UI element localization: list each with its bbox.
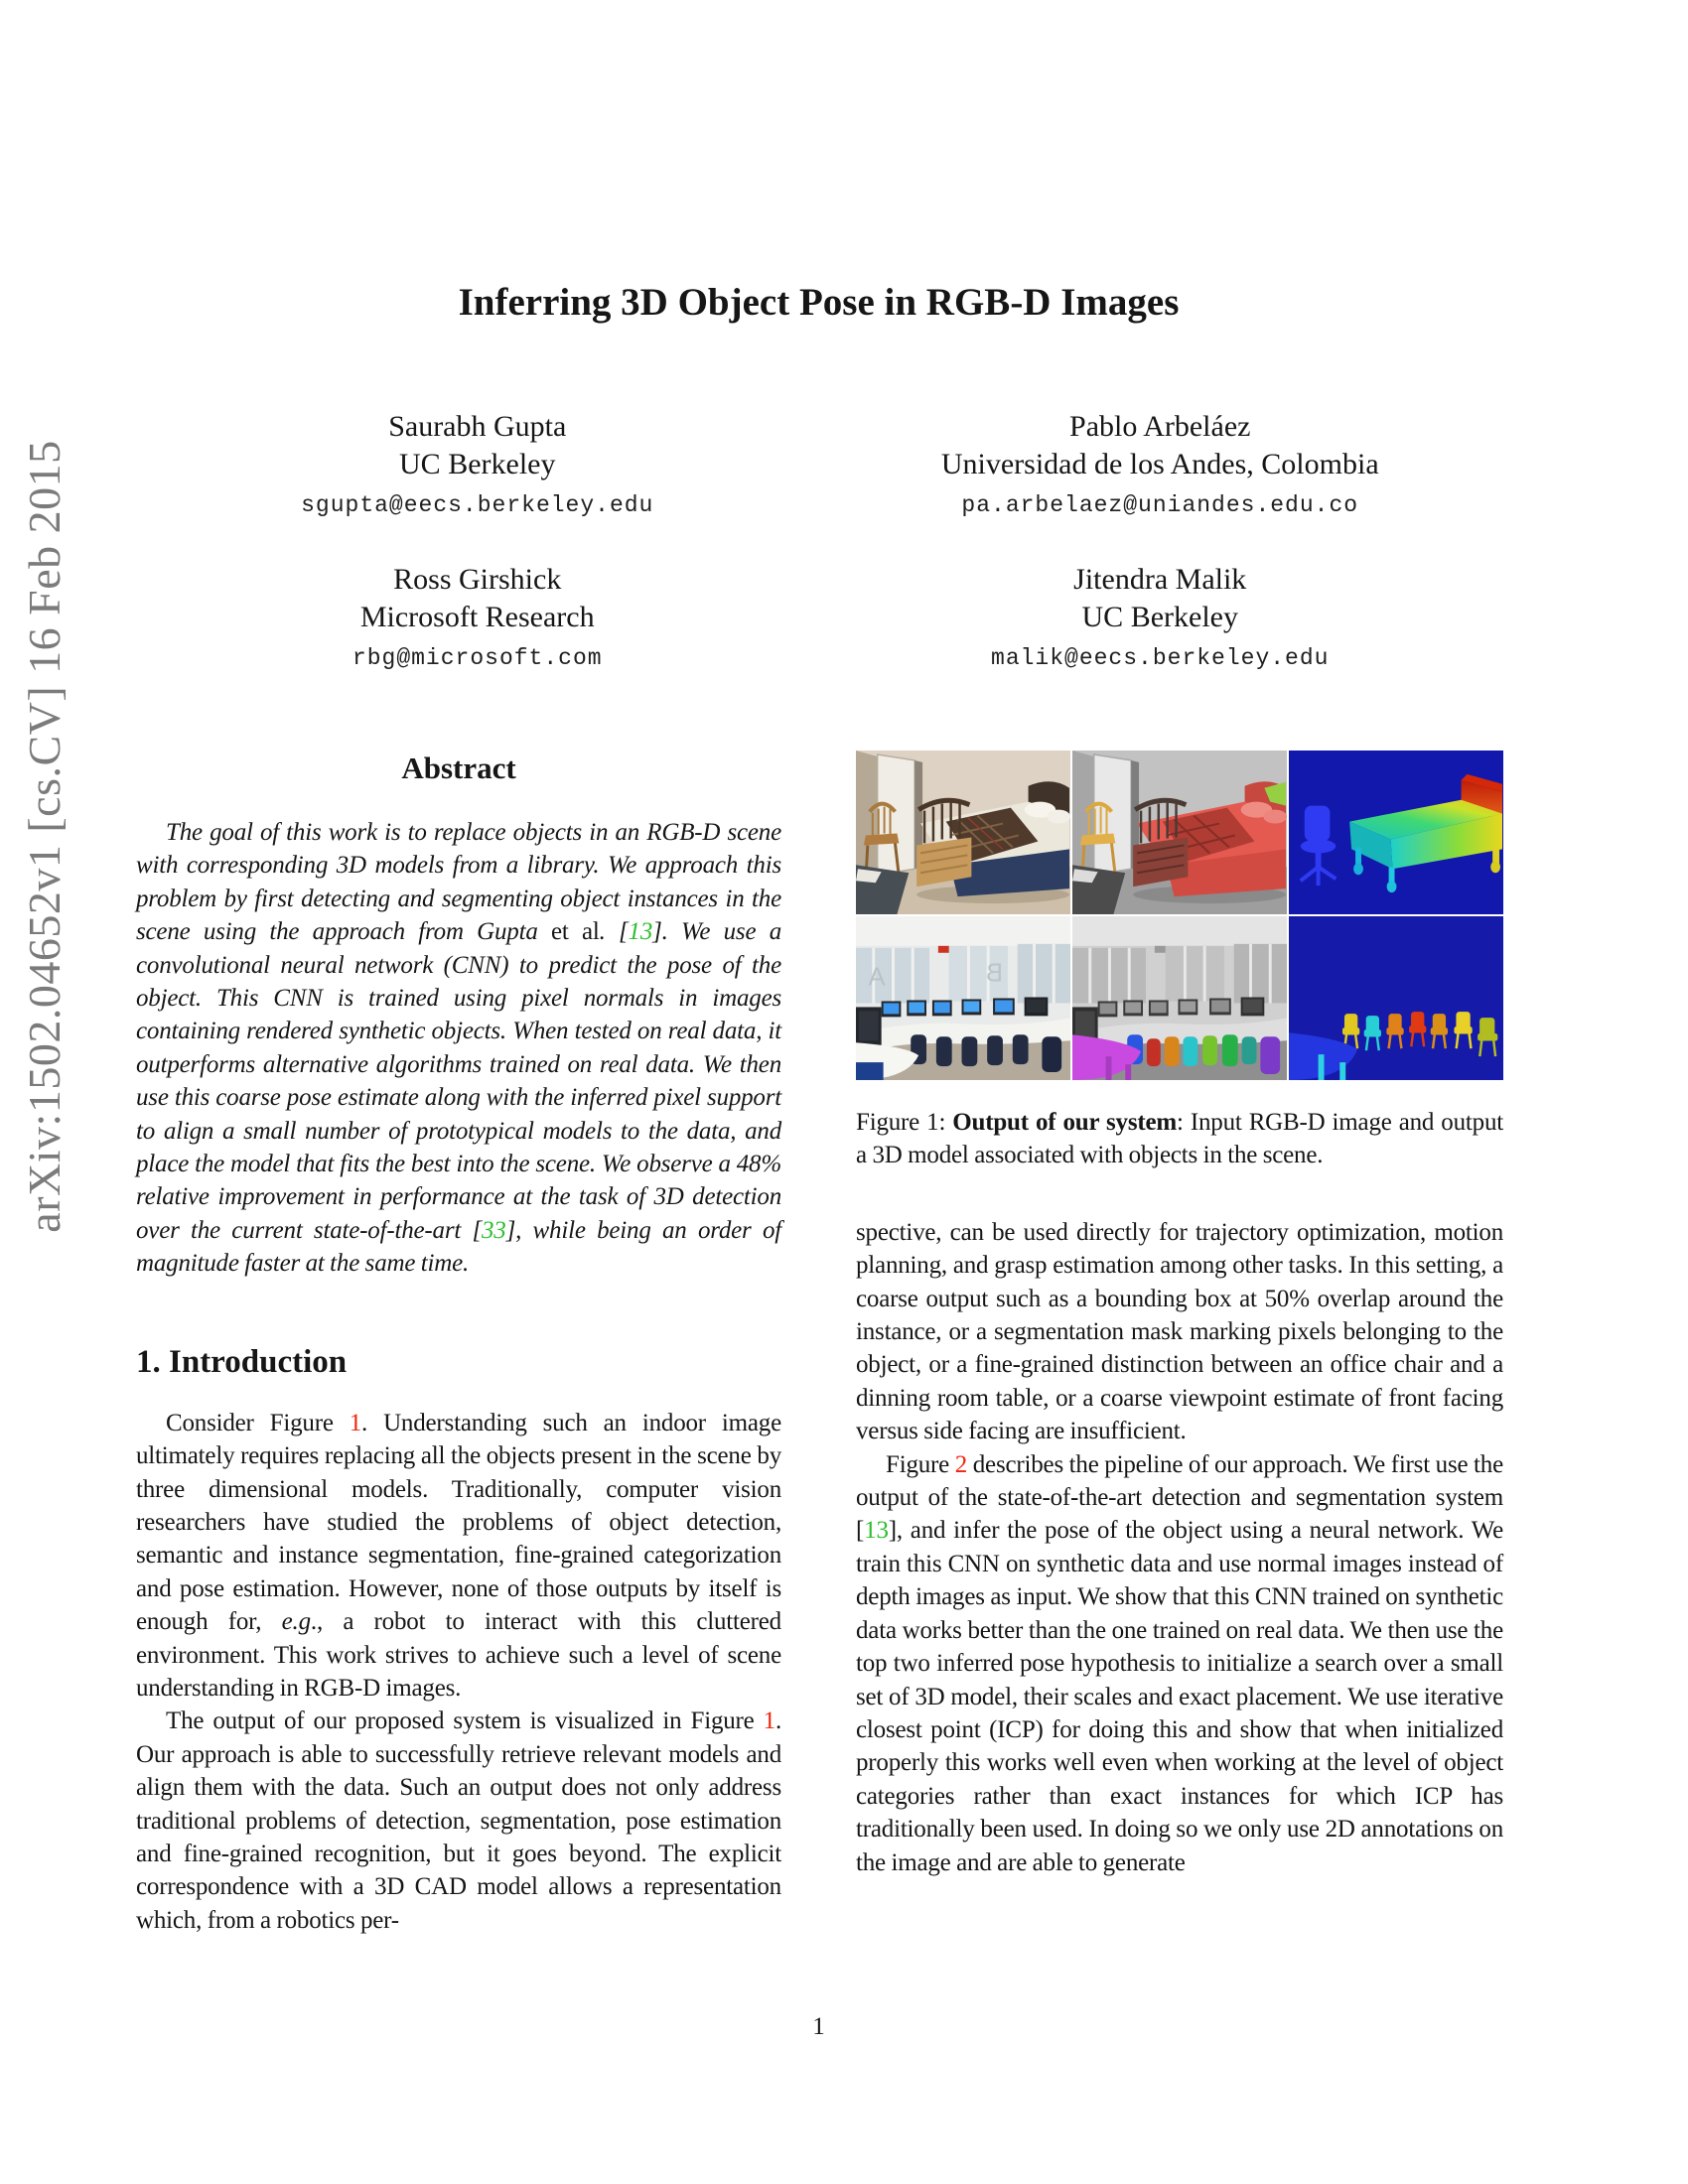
author-email: malik@eecs.berkeley.edu [991, 645, 1330, 671]
figure1-panel-bedroom-3d-model [1289, 751, 1503, 914]
figure1-panel-lab-3d-model [1289, 916, 1503, 1080]
introduction-paragraph-2: The output of our proposed system is visualized in Figure 1. Our approach is able to successfully retrieve relevant models and align them with the data. Such an output does not only address traditional problems of detection, segmentation, pose estimation and fine-grained recognition, but it goes beyond. The explicit correspondence with a 3D CAD model allows a representation which, from a robotics per- [136, 1707, 781, 1934]
author-name: Saurabh Gupta [388, 410, 567, 443]
figure1-panel-lab-rgb [856, 916, 1070, 1080]
authors-row-1 [136, 409, 1501, 518]
right-column-paragraph-1: spective, can be used directly for trajectory optimization, motion planning, and grasp estimation among other tasks. In this setting, a coarse output such as a bounding box at 50% overlap around the instance, or a segmentation mask marking pixels belonging to the object, or a fine-grained distinction between an office chair and a dinning room table, or a coarse viewpoint estimate of front facing versus side facing are insufficient. [856, 1218, 1503, 1445]
author-email: rbg@microsoft.com [352, 645, 603, 671]
figure1-panel-bedroom-rgb [856, 751, 1070, 914]
figure1-panel-lab-segmentation [1072, 916, 1287, 1080]
author-affiliation: UC Berkeley [1081, 601, 1238, 633]
author-block [136, 562, 819, 671]
left-column [136, 751, 781, 1937]
bedroom-rgb-image [856, 751, 1070, 914]
author-affiliation: UC Berkeley [399, 448, 556, 480]
abstract-text: The goal of this work is to replace objects in an RGB-D scene with corresponding 3D models from a library. We approach this problem by first detecting and segmenting object instances in the scene using the approach from Gupta et al. [13]. We use a convolutional neural network (CNN) to predict the pose of the object. This CNN is trained using pixel normals in images containing rendered synthetic objects. When tested on real data, it outperforms alternative algorithms trained on real data. We then use this coarse pose estimate along with the inferred pixel support to align a small number of prototypical models to the data, and place the model that fits the best into the scene. We observe a 48% relative improvement in performance at the task of 3D detection over the current state-of-the-art [33], while being an order of magnitude faster at the same time. [136, 819, 782, 1278]
figure-1 [856, 751, 1503, 1172]
section-heading-introduction: 1. Introduction [136, 1343, 348, 1380]
figure-1-image-grid [856, 751, 1503, 1080]
author-block [136, 409, 819, 518]
author-name: Jitendra Malik [1073, 563, 1247, 596]
lab-rgb-image [856, 916, 1070, 1080]
author-email: pa.arbelaez@uniandes.edu.co [961, 492, 1359, 518]
author-name: Ross Girshick [393, 563, 562, 596]
author-block [819, 562, 1502, 671]
bedroom-segmentation-image [1072, 751, 1287, 914]
svg-text:B: B [985, 959, 1003, 988]
svg-text:A: A [868, 963, 886, 992]
authors-row-2 [136, 562, 1501, 671]
author-affiliation: Microsoft Research [359, 601, 595, 633]
lab-segmentation-image [1072, 916, 1287, 1080]
abstract-heading: Abstract [401, 751, 516, 785]
introduction-paragraph-1: Consider Figure 1. Understanding such an indoor image ultimately requires replacing all the objects present in the scene by three dimensional models. Traditionally, computer vision researchers have studied the problems of object detection, semantic and instance segmentation, fine-grained categorization and pose estimation. However, none of those outputs by itself is enough for, e.g., a robot to interact with this cluttered environment. This work strives to achieve such a level of scene understanding in RGB-D images. [136, 1409, 781, 1702]
author-email: sgupta@eecs.berkeley.edu [301, 492, 654, 518]
right-column [856, 751, 1503, 1879]
figure-1-caption: Figure 1: Output of our system: Input RGB-D image and output a 3D model associated with objects in the scene. [856, 1109, 1503, 1169]
author-block [819, 409, 1502, 518]
paper-title: Inferring 3D Object Pose in RGB-D Images [458, 281, 1180, 324]
page-number: 1 [812, 2013, 825, 2040]
figure1-panel-bedroom-segmentation [1072, 751, 1287, 914]
author-affiliation: Universidad de los Andes, Colombia [940, 448, 1379, 480]
arxiv-watermark: arXiv:1502.04652v1 [cs.CV] 16 Feb 2015 [19, 440, 70, 1233]
author-name: Pablo Arbeláez [1069, 410, 1251, 443]
bedroom-3d-model-image [1289, 751, 1503, 914]
lab-3d-model-image [1289, 916, 1503, 1080]
right-column-paragraph-2: Figure 2 describes the pipeline of our approach. We first use the output of the state-of-the-art detection and segmentation system [13], and infer the pose of the object using a neural network. We train this CNN on synthetic data and use normal images instead of depth images as input. We show that this CNN trained on synthetic data works better than the one trained on real data. We then use the top two inferred pose hypothesis to initialize a search over a small set of 3D model, their scales and exact placement. We use iterative closest point (ICP) for doing this and show that when initialized properly this works well even when working at the level of object categories rather than exact instances for which ICP has traditionally been used. In doing so we only use 2D annotations on the image and are able to generate [856, 1450, 1503, 1876]
